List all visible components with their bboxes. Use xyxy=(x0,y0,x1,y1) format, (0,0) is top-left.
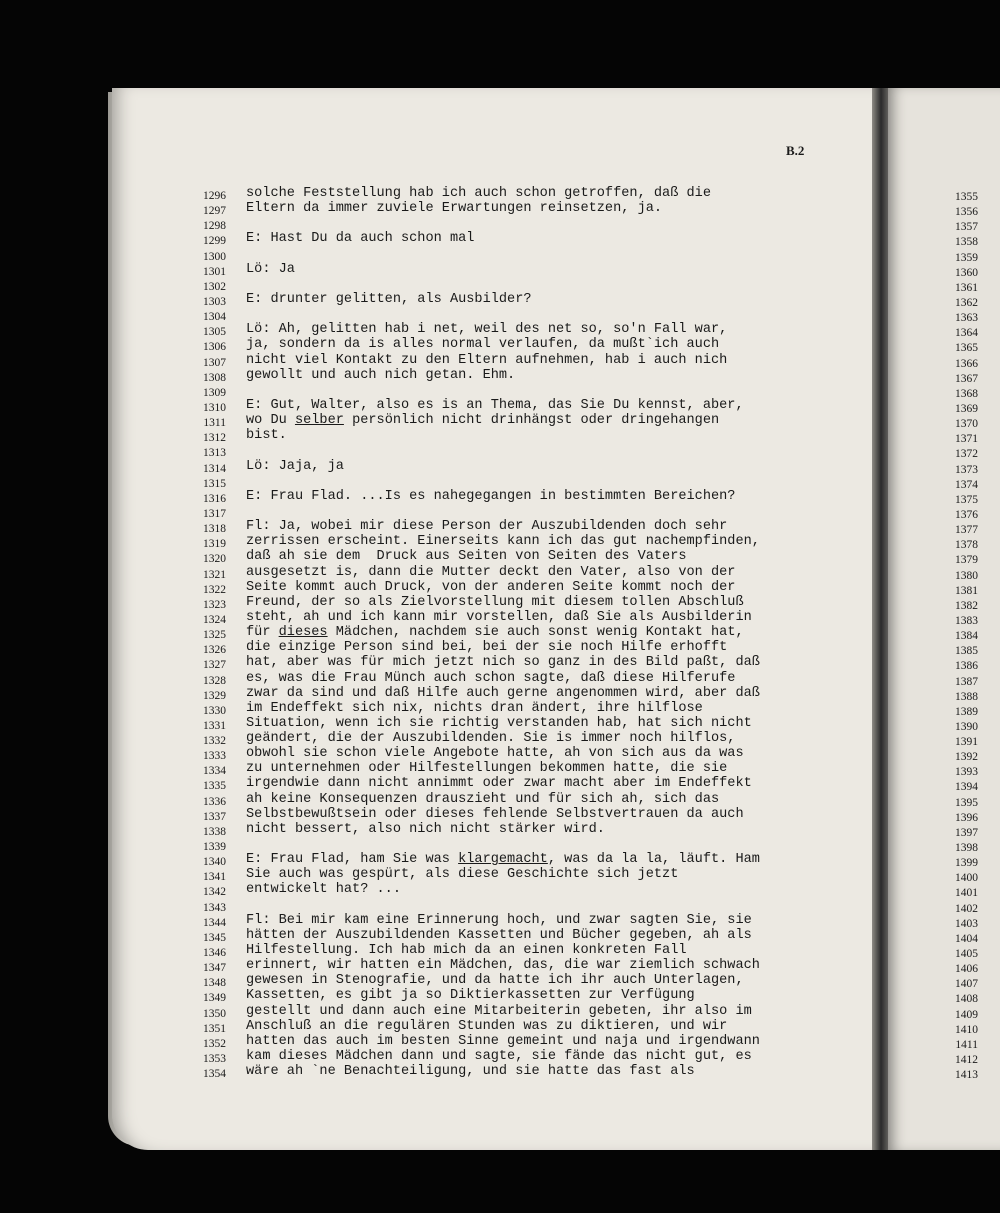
line-number: 1311 xyxy=(203,417,226,430)
line-number: 1329 xyxy=(203,689,226,702)
line-number: 1399 xyxy=(955,857,978,870)
text-line: bist. xyxy=(246,428,287,444)
line-number: 1307 xyxy=(203,356,226,369)
text-segment: Mädchen, nachdem sie auch sonst wenig Kontakt hat, xyxy=(327,625,744,641)
line-number: 1377 xyxy=(955,524,978,537)
line-number: 1395 xyxy=(955,796,978,809)
line-number: 1374 xyxy=(955,478,978,491)
line-number: 1375 xyxy=(955,493,978,506)
line-number: 1315 xyxy=(203,477,226,490)
text-line: Seite kommt auch Druck, von der anderen Seite kommt noch der xyxy=(246,579,736,595)
line-number: 1330 xyxy=(203,704,226,717)
line-number: 1413 xyxy=(955,1069,978,1082)
line-number: 1349 xyxy=(203,992,226,1005)
text-line: die einzige Person sind bei, bei der sie noch Hilfe erhofft xyxy=(246,640,728,656)
line-number: 1370 xyxy=(955,418,978,431)
line-number: 1360 xyxy=(955,266,978,279)
line-number: 1301 xyxy=(203,265,226,278)
line-number: 1408 xyxy=(955,993,978,1006)
line-number: 1319 xyxy=(203,538,226,551)
line-number: 1362 xyxy=(955,296,978,309)
line-number: 1373 xyxy=(955,463,978,476)
line-number: 1407 xyxy=(955,978,978,991)
right-line-numbers xyxy=(928,190,978,1083)
line-number: 1346 xyxy=(203,947,226,960)
line-number: 1405 xyxy=(955,948,978,961)
line-number: 1355 xyxy=(955,191,978,203)
line-number: 1353 xyxy=(203,1053,226,1066)
text-line: obwohl sie schon viele Angebote hatte, ah von sich aus da was xyxy=(246,746,744,762)
line-number: 1335 xyxy=(203,780,226,793)
line-number: 1402 xyxy=(955,902,978,915)
text-segment: wo Du xyxy=(246,413,295,429)
line-number: 1331 xyxy=(203,719,226,732)
text-line: Selbstbewußtsein oder dieses fehlende Selbstvertrauen da auch xyxy=(246,806,744,822)
line-number: 1386 xyxy=(955,660,978,673)
text-line: ja, sondern da is alles normal verlaufen, da mußt`ich auch xyxy=(246,337,720,353)
text-line: ah keine Konsequenzen drauszieht und für sich ah, sich das xyxy=(246,791,720,807)
line-number: 1384 xyxy=(955,630,978,643)
line-number: 1325 xyxy=(203,629,226,642)
line-number: 1300 xyxy=(203,250,226,263)
line-number: 1328 xyxy=(203,674,226,687)
line-number: 1401 xyxy=(955,887,978,900)
line-number: 1371 xyxy=(955,433,978,446)
line-number: 1318 xyxy=(203,523,226,536)
text-line xyxy=(246,625,846,640)
text-line: im Endeffekt sich nix, nichts dran ändert, ihre hilflose xyxy=(246,700,703,716)
line-number: 1326 xyxy=(203,644,226,657)
line-number: 1394 xyxy=(955,781,978,794)
line-number: 1381 xyxy=(955,584,978,597)
line-number: 1312 xyxy=(203,432,226,445)
line-number: 1389 xyxy=(955,705,978,718)
underlined-word: klargemacht xyxy=(458,852,548,868)
line-number: 1320 xyxy=(203,553,226,566)
line-number: 1323 xyxy=(203,598,226,611)
line-number: 1343 xyxy=(203,901,226,914)
text-line: Eltern da immer zuviele Erwartungen reinsetzen, ja. xyxy=(246,201,663,217)
line-number: 1397 xyxy=(955,826,978,839)
line-number: 1339 xyxy=(203,841,226,854)
line-number: 1367 xyxy=(955,372,978,385)
line-number: 1358 xyxy=(955,236,978,249)
line-number: 1378 xyxy=(955,539,978,552)
line-number: 1304 xyxy=(203,311,226,324)
line-number: 1344 xyxy=(203,916,226,929)
line-number: 1352 xyxy=(203,1037,226,1050)
line-number: 1366 xyxy=(955,357,978,370)
line-number: 1302 xyxy=(203,280,226,293)
text-line xyxy=(246,474,846,489)
text-line: zwar da sind und daß Hilfe auch gerne angenommen wird, aber daß xyxy=(246,685,760,701)
line-number: 1380 xyxy=(955,569,978,582)
text-line: Lö: Ja xyxy=(246,261,295,277)
text-line xyxy=(246,247,846,262)
line-number: 1336 xyxy=(203,795,226,808)
text-line: Freund, der so als Zielvorstellung mit diesem tollen Abschluß xyxy=(246,594,744,610)
text-line: zu unternehmen oder Hilfestellungen bekommen hatte, die sie xyxy=(246,761,728,777)
text-line xyxy=(246,216,846,231)
line-number: 1372 xyxy=(955,448,978,461)
text-line: ausgesetzt is, dann die Mutter deckt den Vater, also von der xyxy=(246,564,736,580)
line-number: 1412 xyxy=(955,1054,978,1067)
line-number: 1365 xyxy=(955,342,978,355)
line-number: 1306 xyxy=(203,341,226,354)
text-line: Fl: Ja, wobei mir diese Person der Auszubildenden doch sehr xyxy=(246,519,728,535)
line-number: 1411 xyxy=(955,1038,978,1051)
line-number: 1310 xyxy=(203,401,226,414)
text-line xyxy=(246,837,846,852)
line-number: 1338 xyxy=(203,825,226,838)
text-line xyxy=(246,443,846,458)
text-line: kam dieses Mädchen dann und sagte, sie fände das nicht gut, es xyxy=(246,1049,752,1065)
line-number: 1409 xyxy=(955,1008,978,1021)
line-number: 1387 xyxy=(955,675,978,688)
line-number: 1308 xyxy=(203,371,226,384)
text-line: solche Feststellung hab ich auch schon getroffen, daß die xyxy=(246,186,711,201)
text-line xyxy=(246,307,846,322)
text-line: nicht viel Kontakt zu den Eltern aufnehmen, hab i auch nich xyxy=(246,352,728,368)
text-line: es, was die Frau Münch auch schon sagte, daß diese Hilferufe xyxy=(246,670,736,686)
line-number: 1337 xyxy=(203,810,226,823)
line-number: 1348 xyxy=(203,977,226,990)
line-number: 1406 xyxy=(955,963,978,976)
text-line xyxy=(246,383,846,398)
line-number: 1334 xyxy=(203,765,226,778)
line-number: 1342 xyxy=(203,886,226,899)
underlined-word: selber xyxy=(294,413,344,429)
line-number: 1332 xyxy=(203,735,226,748)
text-segment: , was da la la, läuft. Ham xyxy=(547,852,760,868)
line-number: 1340 xyxy=(203,856,226,869)
text-line: E: Gut, Walter, also es is an Thema, das Sie Du kennst, aber, xyxy=(246,397,744,413)
text-line: irgendwie dann nicht annimmt oder zwar macht aber im Endeffekt xyxy=(246,776,752,792)
text-line: geändert, die der Auszubildenden. Sie is immer noch hilflos, xyxy=(246,731,736,747)
text-line: nicht bessert, also nich nicht stärker wird. xyxy=(246,821,605,837)
line-number: 1363 xyxy=(955,312,978,325)
text-line: erinnert, wir hatten ein Mädchen, das, die war ziemlich schwach xyxy=(246,958,760,974)
text-line: Fl: Bei mir kam eine Erinnerung hoch, und zwar sagten Sie, sie xyxy=(246,912,752,928)
transcript-text xyxy=(246,186,846,1079)
text-line xyxy=(246,898,846,913)
line-number: 1396 xyxy=(955,811,978,824)
text-line: Sie auch was gespürt, als diese Geschichte sich jetzt xyxy=(246,867,679,883)
line-number: 1299 xyxy=(203,235,226,248)
line-number: 1316 xyxy=(203,492,226,505)
line-number: 1354 xyxy=(203,1068,226,1081)
line-number: 1347 xyxy=(203,962,226,975)
line-number: 1404 xyxy=(955,932,978,945)
text-line: gewollt und auch nich getan. Ehm. xyxy=(246,367,516,383)
line-number: 1392 xyxy=(955,751,978,764)
line-number: 1305 xyxy=(203,326,226,339)
text-line: entwickelt hat? ... xyxy=(246,882,401,898)
text-line: E: Frau Flad. ...Is es nahegegangen in bestimmten Bereichen? xyxy=(246,488,736,504)
text-line: Hilfestellung. Ich hab mich da an einen konkreten Fall xyxy=(246,943,687,959)
line-number: 1303 xyxy=(203,295,226,308)
text-line: daß ah sie dem Druck aus Seiten von Seiten des Vaters xyxy=(246,549,687,565)
line-number: 1379 xyxy=(955,554,978,567)
line-number: 1388 xyxy=(955,690,978,703)
line-number: 1309 xyxy=(203,386,226,399)
line-number: 1357 xyxy=(955,221,978,234)
text-line: steht, ah und ich kann mir vorstellen, daß Sie als Ausbilderin xyxy=(246,609,752,625)
text-line: hat, aber was für mich jetzt nich so ganz in des Bild paßt, daß xyxy=(246,655,760,671)
line-number: 1398 xyxy=(955,842,978,855)
line-number: 1382 xyxy=(955,599,978,612)
underlined-word: dieses xyxy=(278,625,328,641)
text-segment: für xyxy=(246,625,279,641)
text-line: wäre ah `ne Benachteiligung, und sie hatte das fast als xyxy=(246,1064,695,1080)
line-number: 1345 xyxy=(203,931,226,944)
text-segment: E: Frau Flad, ham Sie was xyxy=(246,852,459,868)
section-label: B.2 xyxy=(786,143,805,158)
line-number: 1341 xyxy=(203,871,226,884)
text-line: gestellt und dann auch eine Mitarbeiterin gebeten, ihr also im xyxy=(246,1003,752,1019)
line-number: 1324 xyxy=(203,613,226,626)
line-number: 1313 xyxy=(203,447,226,460)
text-line: Lö: Jaja, ja xyxy=(246,458,344,474)
line-number: 1321 xyxy=(203,568,226,581)
line-number: 1376 xyxy=(955,508,978,521)
line-number: 1296 xyxy=(203,190,226,202)
line-number: 1359 xyxy=(955,251,978,264)
left-line-numbers xyxy=(170,189,226,1082)
line-number: 1383 xyxy=(955,614,978,627)
text-line: hätten der Auszubildenden Kassetten und Bücher gegeben, ah als xyxy=(246,927,752,943)
line-number: 1410 xyxy=(955,1023,978,1036)
line-number: 1361 xyxy=(955,281,978,294)
line-number: 1333 xyxy=(203,750,226,763)
line-number: 1314 xyxy=(203,462,226,475)
line-number: 1322 xyxy=(203,583,226,596)
text-line xyxy=(246,413,846,428)
text-line: Anschluß an die regulären Stunden was zu diktieren, und wir xyxy=(246,1018,728,1034)
line-number: 1393 xyxy=(955,766,978,779)
text-line xyxy=(246,277,846,292)
text-line: Situation, wenn ich sie richtig verstanden hab, hat sich nicht xyxy=(246,715,752,731)
text-line: E: drunter gelitten, als Ausbilder? xyxy=(246,291,532,307)
text-line: hatten das auch im besten Sinne gemeint und naja und irgendwann xyxy=(246,1033,760,1049)
text-line: Lö: Ah, gelitten hab i net, weil des net so, so'n Fall war, xyxy=(246,322,728,338)
line-number: 1351 xyxy=(203,1022,226,1035)
line-number: 1297 xyxy=(203,205,226,218)
text-segment: persönlich nicht drinhängst oder dringehangen xyxy=(343,413,720,429)
line-number: 1391 xyxy=(955,736,978,749)
line-number: 1400 xyxy=(955,872,978,885)
line-number: 1327 xyxy=(203,659,226,672)
text-line: Kassetten, es gibt ja so Diktierkassetten zur Verfügung xyxy=(246,988,695,1004)
line-number: 1390 xyxy=(955,720,978,733)
text-line: gewesen in Stenografie, und da hatte ich ihr auch Unterlagen, xyxy=(246,973,744,989)
line-number: 1403 xyxy=(955,917,978,930)
line-number: 1356 xyxy=(955,206,978,219)
line-number: 1364 xyxy=(955,327,978,340)
line-number: 1298 xyxy=(203,220,226,233)
line-number: 1369 xyxy=(955,402,978,415)
text-line: zerrissen erscheint. Einerseits kann ich das gut nachempfinden, xyxy=(246,534,760,550)
text-line: E: Hast Du da auch schon mal xyxy=(246,231,475,247)
text-line xyxy=(246,852,846,867)
line-number: 1385 xyxy=(955,645,978,658)
line-number: 1350 xyxy=(203,1007,226,1020)
line-number: 1317 xyxy=(203,507,226,520)
text-line xyxy=(246,504,846,519)
line-number: 1368 xyxy=(955,387,978,400)
